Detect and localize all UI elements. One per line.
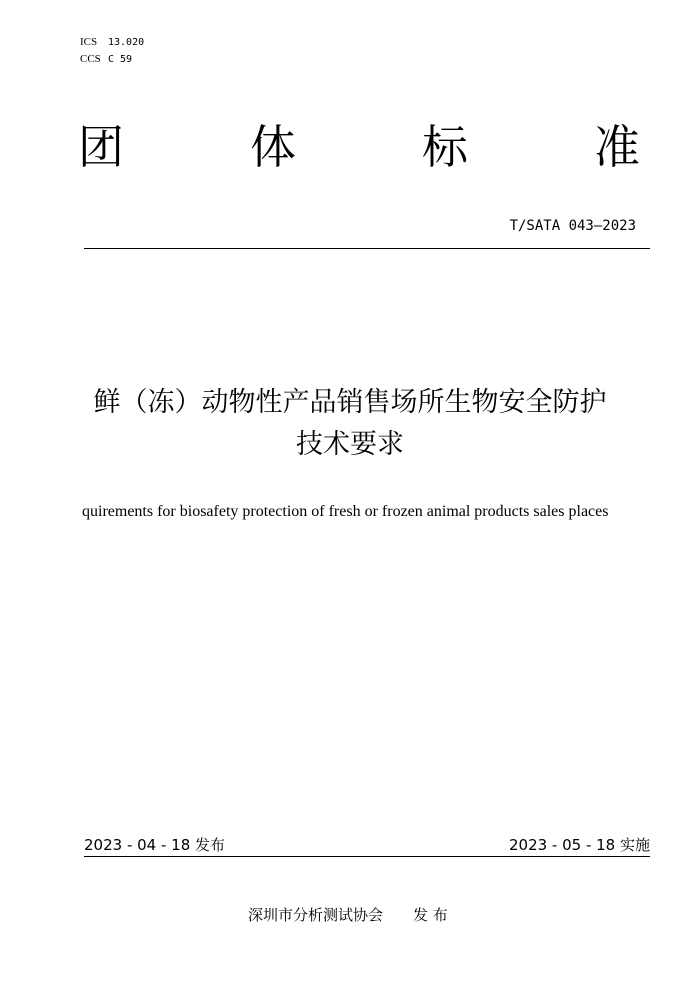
publisher-action: 发 布 bbox=[413, 906, 448, 924]
title-cn-line-2: 技术要求 bbox=[296, 429, 404, 460]
publisher bbox=[248, 904, 448, 925]
ics-label: ICS bbox=[80, 36, 98, 48]
ics-value: 13.020 bbox=[108, 37, 145, 48]
implement-date: 2023 - 05 - 18 实施 bbox=[508, 836, 650, 854]
standard-number: T/SATA 043—2023 bbox=[509, 218, 636, 234]
ccs-label: CCS bbox=[80, 53, 101, 65]
heading-char-4: 准 bbox=[594, 120, 640, 174]
top-divider bbox=[84, 248, 650, 249]
ccs-value: C 59 bbox=[108, 54, 133, 65]
title-cn-line-1: 鲜（冻）动物性产品销售场所生物安全防护 bbox=[93, 387, 607, 418]
ics-code bbox=[80, 34, 144, 51]
ccs-code bbox=[80, 51, 132, 68]
document-title-cn bbox=[0, 382, 700, 466]
heading-char-2: 体 bbox=[250, 120, 296, 174]
publish-date: 2023 - 04 - 18 发布 bbox=[84, 836, 226, 854]
document-heading bbox=[0, 116, 700, 186]
heading-char-3: 标 bbox=[422, 120, 468, 174]
document-title-en: quirements for biosafety protection of fresh or frozen animal products sales places bbox=[82, 503, 609, 520]
bottom-divider bbox=[84, 856, 650, 857]
heading-char-1: 团 bbox=[78, 120, 124, 174]
publisher-name: 深圳市分析测试协会 bbox=[248, 906, 384, 924]
